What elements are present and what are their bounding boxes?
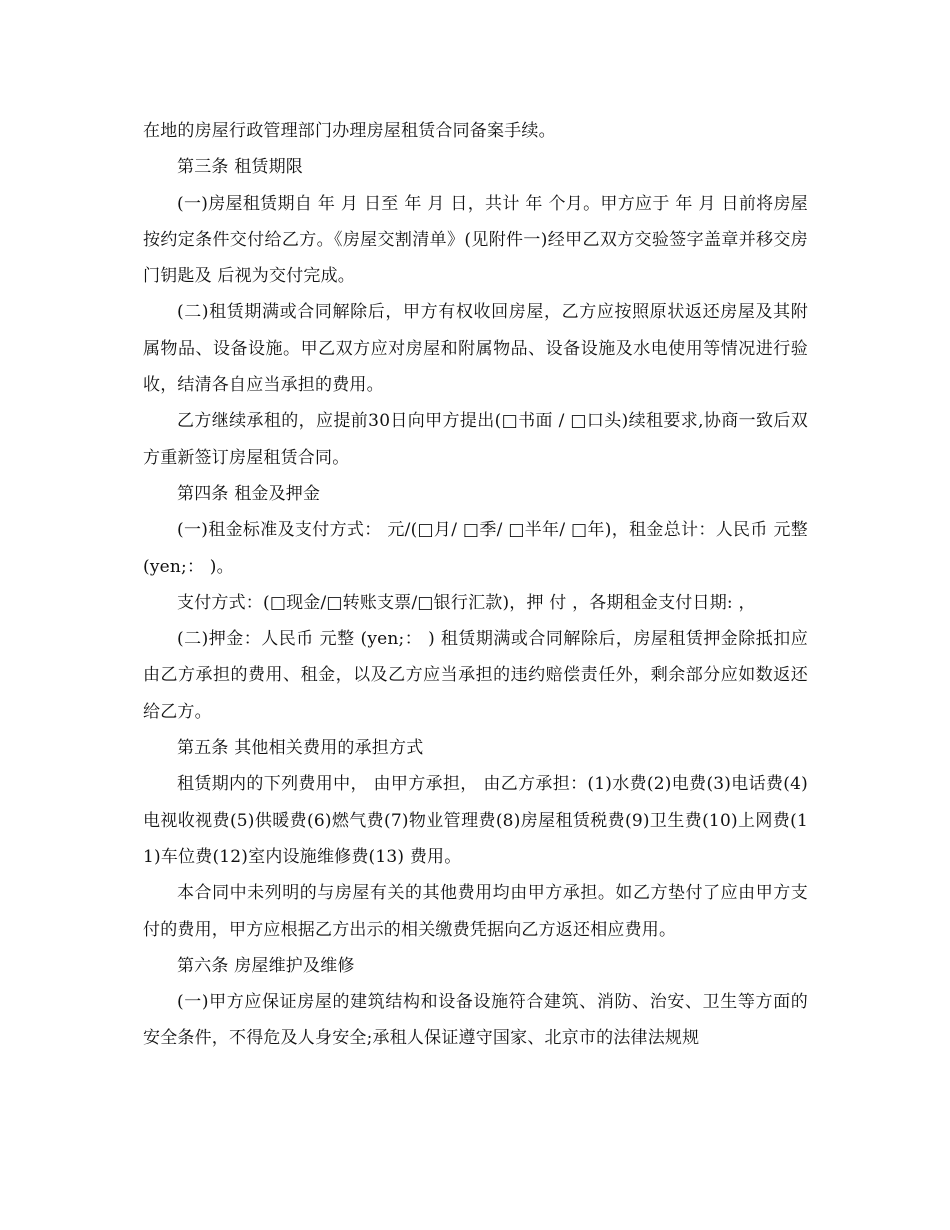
paragraph-payment-method: 支付方式：(□现金/□转账支票/□银行汇款)，押 付 ，各期租金支付日期: ， [177, 592, 756, 613]
section-heading-article-3-lease-term: 第三条 租赁期限 [177, 157, 304, 178]
paragraph-safety-conditions: (一)甲方应保证房屋的建筑结构和设备设施符合建筑、消防、治安、卫生等方面的安全条件，不得危及人身安全;承租人保证遵守国家、北京市的法律法规规 [143, 992, 808, 1049]
paragraph-filing-procedure: 在地的房屋行政管理部门办理房屋租赁合同备案手续。 [143, 121, 556, 141]
paragraph-lease-renewal: 乙方继续承租的，应提前30日向甲方提出(□书面 / □口头)续租要求,协商一致后双方重新签订房屋租赁合同。 [143, 411, 808, 468]
section-heading-article-6-maintenance: 第六条 房屋维护及维修 [177, 955, 355, 976]
paragraph-lease-expiry-return: (二)租赁期满或合同解除后，甲方有权收回房屋，乙方应按照原状返还房屋及其附属物品、设备设施。甲乙双方应对房屋和附属物品、设备设施及水电使用等情况进行验收，结清各自应当承担的费用。 [143, 302, 808, 396]
section-heading-article-5-other-fees: 第五条 其他相关费用的承担方式 [177, 738, 424, 759]
paragraph-unlisted-fees: 本合同中未列明的与房屋有关的其他费用均由甲方承担。如乙方垫付了应由甲方支付的费用，甲方应根据乙方出示的相关缴费凭据向乙方返还相应费用。 [143, 883, 808, 940]
contract-text-body [143, 113, 808, 1057]
paragraph-rent-standard: (一)租金标准及支付方式： 元/(□月/ □季/ □半年/ □年)，租金总计：人民币 元整(yen;： )。 [143, 520, 808, 577]
paragraph-fee-list: 租赁期内的下列费用中， 由甲方承担， 由乙方承担：(1)水费(2)电费(3)电话费(4)电视收视费(5)供暖费(6)燃气费(7)物业管理费(8)房屋租赁税费(9)卫生费(10)上网费(11)车位费(12)室内设施维修费(13) 费用。 [143, 774, 808, 867]
paragraph-deposit: (二)押金：人民币 元整 (yen;： ) 租赁期满或合同解除后，房屋租赁押金除抵扣应由乙方承担的费用、租金，以及乙方应当承担的违约赔偿责任外，剩余部分应如数返还给乙方。 [143, 629, 808, 722]
section-heading-article-4-rent-deposit: 第四条 租金及押金 [177, 483, 321, 504]
paragraph-lease-period: (一)房屋租赁期自 年 月 日至 年 月 日，共计 年 个月。甲方应于 年 月 日前将房屋按约定条件交付给乙方。《房屋交割清单》(见附件一)经甲乙双方交验签字盖章并移交房门钥匙及 后视为交付完成。 [143, 193, 808, 287]
